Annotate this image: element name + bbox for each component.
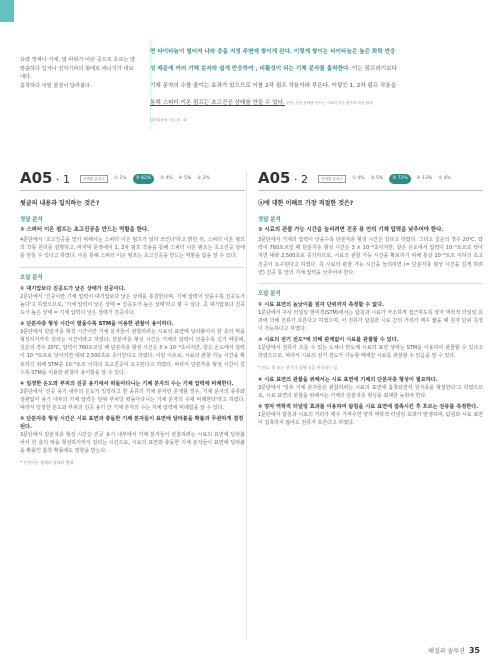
- choice-rate: ④ 5%: [178, 175, 192, 181]
- wrong-option-text: 2문단에서 '진공 용기 내부의 온도가 일정하고 한 종류의 기체 분자만 존재할 경우, 기체 분자의 종류와 상관없이 용기 내부의 기체 압력은 단위 부피당 떠돌아다니는 기체 분자의 수에 비례한다'라고 하였다. 따라서 일정한 온도와 부피의 진공 용기 안 기체 분자의 수는 기체 압력에 비례함을 알 수 있다.: [20, 388, 245, 411]
- passage-line: [150, 44, 494, 61]
- question-text: 윗글의 내용과 일치하는 것은?: [20, 200, 100, 207]
- choice-rate-correct: ② 82%: [133, 174, 154, 184]
- passage-line: [150, 95, 494, 112]
- passage-highlight: 면 타이타늄이 떨어져 나와 층을 지정 주변에 쌓이게 된다. 이렇게 쌓이는 타이타늄은 높은 화학 반응: [150, 49, 396, 55]
- passage-line: [150, 61, 494, 78]
- question-header: [258, 170, 483, 191]
- wrong-option-text: 3문단에서 단분자층 형성 시간은 진공 용기 내부에서 기체 분자들이 관찰하려는 시료의 표면에 달라붙어서 한 층의 막을 형성하기까지 걸리는 시간으로, 시료의 표면과 충돌한 기체 분자들이 표면에 달라붙을 확률인 흡착 확률에도 영향을 받는다.: [20, 432, 245, 455]
- choice-rate: ③ 4%: [160, 175, 173, 181]
- rate-label: 선택률 유의도: [80, 175, 108, 183]
- choice-rate-correct: ③ 72%: [389, 174, 410, 184]
- footnote: * 무엇이든 경계나 상태의 범위.: [20, 459, 75, 465]
- question-number: A05 · 1: [20, 168, 70, 187]
- correct-answer: ③ 시료의 관찰 가능 시간을 늘리려면 진공 용 안의 기체 압력을 낮추어야 한다.: [258, 227, 444, 234]
- qnum-sub: 2: [300, 172, 308, 186]
- passage-underlined: 통해 스퍼터 이온 펌프는 초고진공 상태를 만들 수 있다.: [150, 100, 285, 106]
- wrong-option-title: ③ 단분자층 형성 시간이 말을수록 STM을 이용한 관찰이 용이하다.: [20, 321, 174, 328]
- question-header: [20, 170, 245, 191]
- wrong-option-title: ⑤ 양자 역학적 터널링 효과를 이용하여 탐침을 시료 표면에 접촉시킨 후 흐르는 전류를 측정한다.: [258, 403, 479, 410]
- page-number: 35: [468, 646, 480, 655]
- paragraph-summary: 문단: 진공 상태를 만드는 스퍼터 이온 펌프의 작동 원리: [284, 101, 373, 105]
- question-text: ⓐ에 대한 이해로 가장 적절한 것은?: [258, 200, 354, 207]
- wrong-option-text: 1문단에서 주사 터널링 현미경(STM)에서는 탐침과 시료가 극소하게 접근하도록 양자 역학적 터널링 효과에 의해 전류가 흐른다고 하였으며, 이 전류가 탐침과 시료 간의 거리가 매우 짧을 때 원자 단위 측정이 가능하다고 하였다.: [258, 309, 483, 333]
- divider: [20, 267, 245, 268]
- choice-rate: ① 4%: [351, 175, 365, 181]
- footnote: * 전도: 열 또는 전기가 물체 속을 이동하는 일.: [258, 364, 339, 370]
- question-a05-1: [20, 170, 245, 471]
- qnum-main: A05: [20, 168, 53, 187]
- vocab-entry: 흡착하다 어떤 물질이 달라붙다.: [20, 82, 92, 89]
- wrong-option-title: ① 시료 표면의 높낮이를 원자 단위까지 측정할 수 없다.: [258, 301, 385, 308]
- qnum-main: A05: [258, 168, 291, 187]
- wrong-option-text: 3문단에서 단분자층 형성 시간이란 기체 분자들이 관찰하려는 시료의 표면에 달라붙어서 한 층의 막을 형성하기까지 걸리는 시간이라고 하였다. 단분자층 형성 시간은 기체의 압력이 낮을수록 길기 때문에, 실온의 경우 20℃, 압력이 760토르일 때 단분자층 형성 시간은 3 × 10⁻⁹초이지만, 같은 온도에서 압력이 10⁻⁹토르로 낮아지면 대략 2,500초로 증가한다고 하였다. 이런 이유로, 시료의 관찰 가능 시간을 확보하기 위해 STM을 10⁻⁹토르 이하의 초고진공이 요구된다고 하였다. 따라서 단분자층 형성 시간이 길수록 STM을 이용한 관찰이 용이함을 알 수 있다.: [20, 329, 245, 376]
- wrong-option-text: 3문단에서 '일부 기체 분자들은 관찰하려는 시료의 표면에 흡착되면서 원자층을 형성한다'고 하였으므로, 시료 표면의 관찰을 위해서는 기체의 단분자층 형성을 최대한 늦춰야 한다.: [258, 384, 483, 399]
- choice-rate: ⑤ 2%: [197, 175, 210, 181]
- footer-label: 해설과 솔루션: [428, 648, 465, 655]
- passage-highlight: 성 때문에 여러 기체 분자와 쉽게 반응하여 , 비활성이 되는 기체 분자를 흡착한다: [150, 66, 349, 72]
- wrong-option-title: ② 시료의 전기 전도*에 의해 관계없이 시료를 관찰할 수 있다.: [258, 337, 399, 344]
- wrong-option-title: ① 대기압보다 진공도가 낮은 상태가 진공이다.: [20, 285, 126, 292]
- wrong-option-text: 2문단에서 '진공이란 기체 압력이 대기압보다 낮은 상태를 통칭한다며, 기체 압력이 낮을수록 진공도가 높다'고 하였으므로, '기체 압력이 낮은 상태 = 진공도가 높은 상태'라고 할 수 있다. 즉 대기압보다 진공도가 높은 상태 = 기체 압력이 낮은 상태가 진공이다.: [20, 293, 245, 316]
- rate-label: 선택률 유의도: [318, 175, 346, 183]
- question-number: A05 · 2: [258, 168, 308, 187]
- wrong-option-text: 1문단에서 탐침과 시료의 거리가 매우 가까우면 양자 역학적 터널링 효과가 발생하며, 탐침과 시료 표면이 접촉하지 않아도 전류가 흐른다고 하였다.: [258, 411, 483, 427]
- wrong-section-title: 오답 분석: [258, 290, 281, 297]
- page-footer: [428, 646, 480, 655]
- column-separator: [246, 170, 247, 640]
- passage-annotation: 타이타늄의 기능 ③ - ②: [150, 118, 187, 122]
- passage-text-part: 기체 분자의 수를 줄이는 효과가 있으므로 이를 2차 펌프 작용이라 부른다. 이렇듯 1, 2차 펌프 작용을: [150, 83, 397, 89]
- correct-answer: ② 스퍼터 이온 펌프는 초고진공을 만드는 역할을 한다.: [20, 227, 150, 234]
- passage-text-part: . 이는 펌프라기보다: [348, 66, 397, 72]
- answer-section-title: 정답 분석: [258, 217, 281, 224]
- question-a05-2: [258, 170, 483, 430]
- vocab-entry: 방출하다 입자나 전자기파의 형태로 에너지가 내보내다.: [20, 65, 134, 81]
- choice-rate: ④ 13%: [416, 175, 433, 181]
- choice-rate: ⑤ 4%: [438, 175, 451, 181]
- answer-explanation: 4문단에서 '초고진공을 얻기 위해서는 스퍼터 이온 펌프가 널리 쓰인다'라고 밝힌 뒤, 스퍼터 이온 펌프의 작동 원리를 설명하고, 마지막 문장에서 1, 2차 펌프 작용을 통해 스퍼터 이온 펌프는 초고진공 상태를 만들 수 있다고 하였다. 이를 통해 스퍼터 이온 펌프는 초고진공을 만드는 역할을 함을 알 수 있다.: [20, 237, 245, 260]
- choice-rate: ① 1%: [113, 175, 127, 181]
- choice-rate: ② 5%: [370, 175, 384, 181]
- divider: [258, 283, 483, 284]
- top-passage-area: [0, 0, 500, 150]
- wrong-option-title: ④ 일정한 온도와 부피의 진공 용기에서 떠돌아다니는 기체 분자의 수는 기체 압력에 비례한다.: [20, 380, 234, 387]
- wrong-section-title: 오답 분석: [20, 274, 43, 281]
- passage-text: [150, 44, 494, 129]
- vocab-entry: 유량 액체나 기체, 열 따위가 어떤 곳으로 흐르는 양.: [20, 57, 137, 63]
- wrong-option-title: ⑤ 단분자층 형성 시간은 시료 표면과 충돌한 기체 분자들이 표면에 달라붙을 확률과 무관하게 결정된다.: [20, 416, 244, 431]
- wrong-option-text: 1문단에서 전류가 흐를 수 있는 도체나 반도체 시료의 표면 상태는 STM을 이용하여 관찰할 수 있다고 하였으므로, 따라서 시료의 전기 전도가 가능할 때에만 시료를 관찰할 수 있음을 알 수 있다.: [258, 345, 483, 360]
- answer-section-title: 정답 분석: [20, 217, 43, 224]
- vocab-box: [20, 56, 138, 90]
- qnum-sub: 1: [62, 172, 70, 186]
- answer-explanation: 3문단에서 기체의 압력이 낮을수록 단분자층 형성 시간은 길다고 하였다. 그리고 실온의 경우 20℃, 압력이 760토르일 때 단분자층 형성 시간은 3 × 10⁻⁹초이지만, 같은 온도에서 압력이 10⁻⁹토르로 낮아지면 대략 2,500초로 증가하므로, 시료의 관찰 가능 시간을 확보하기 위해 통상 10⁻⁹토르 이하의 초고진공이 요구된다고 하였다. 즉 시료의 관찰 가능 시간을 늘리려면 (= 단분자층 형성 시간을 길게 하려면) 진공 통 안의 기체 압력을 낮추어야 한다.: [258, 237, 483, 276]
- wrong-option-title: ④ 시료 표면의 관찰을 위해서는 시료 표면에 기체의 단분자층 형성이 필요하다.: [258, 376, 438, 383]
- passage-line: [150, 78, 494, 95]
